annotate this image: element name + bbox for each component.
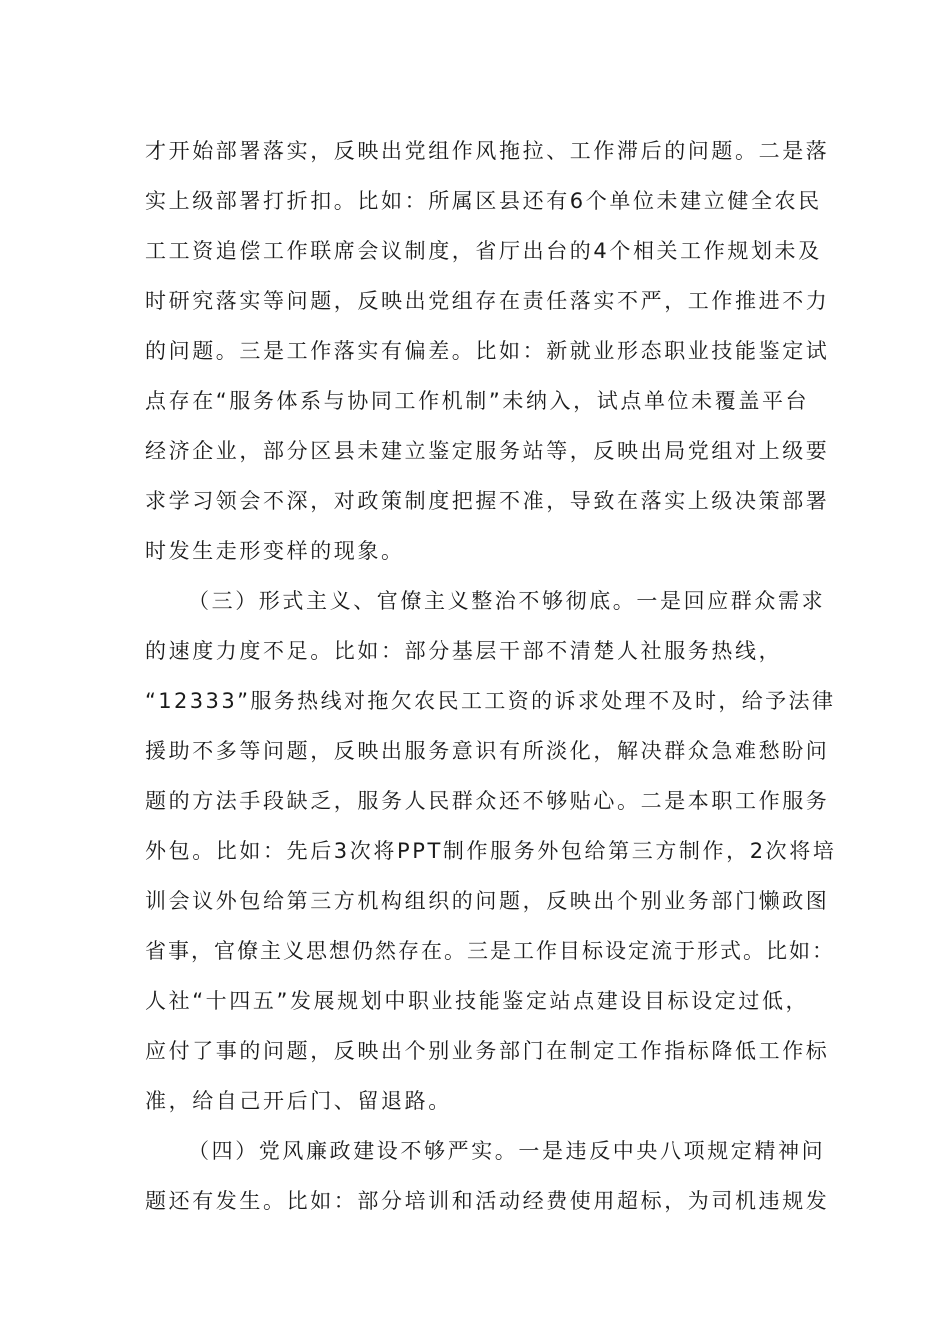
text-line-17: 省事，官僚主义思想仍然存在。三是工作目标设定流于形式。比如： [145,939,835,963]
text-line-7: 经济企业，部分区县未建立鉴定服务站等，反映出局党组对上级要 [145,439,830,463]
text-line-13: 援助不多等问题，反映出服务意识有所淡化，解决群众急难愁盼问 [145,739,830,763]
text-line-19: 应付了事的问题，反映出个别业务部门在制定工作指标降低工作标 [145,1039,830,1063]
text-line-14: 题的方法手段缺乏，服务人民群众还不够贴心。二是本职工作服务 [145,789,830,813]
text-line-22: 题还有发生。比如：部分培训和活动经费使用超标，为司机违规发 [145,1189,830,1213]
text-line-3: 工工资追偿工作联席会议制度，省厅出台的4个相关工作规划未及 [145,239,822,263]
text-line-15: 外包。比如：先后3次将PPT制作服务外包给第三方制作，2次将培 [145,839,837,863]
text-line-2: 实上级部署打折扣。比如：所属区县还有6个单位未建立健全农民 [145,189,822,213]
section-heading-3: （三）形式主义、官僚主义整治不够彻底。一是回应群众需求 [188,589,826,613]
text-line-1: 才开始部署落实，反映出党组作风拖拉、工作滞后的问题。二是落 [145,139,830,163]
text-line-18: 人社“十四五”发展规划中职业技能鉴定站点建设目标设定过低， [145,989,810,1013]
text-line-9: 时发生走形变样的现象。 [145,539,405,563]
text-line-5: 的问题。三是工作落实有偏差。比如：新就业形态职业技能鉴定试 [145,339,830,363]
text-line-11: 的速度力度不足。比如：部分基层干部不清楚人社服务热线， [145,639,783,663]
text-line-20: 准，给自己开后门、留退路。 [145,1089,452,1113]
text-line-4: 时研究落实等问题，反映出党组存在责任落实不严，工作推进不力 [145,289,830,313]
text-line-8: 求学习领会不深，对政策制度把握不准，导致在落实上级决策部署 [145,489,830,513]
text-line-12: “12333”服务热线对拖欠农民工工资的诉求处理不及时，给予法律 [145,689,836,713]
section-heading-4: （四）党风廉政建设不够严实。一是违反中央八项规定精神问 [188,1139,826,1163]
text-line-16: 训会议外包给第三方机构组织的问题，反映出个别业务部门懒政图 [145,889,830,913]
text-line-6: 点存在“服务体系与协同工作机制”未纳入，试点单位未覆盖平台 [145,389,810,413]
